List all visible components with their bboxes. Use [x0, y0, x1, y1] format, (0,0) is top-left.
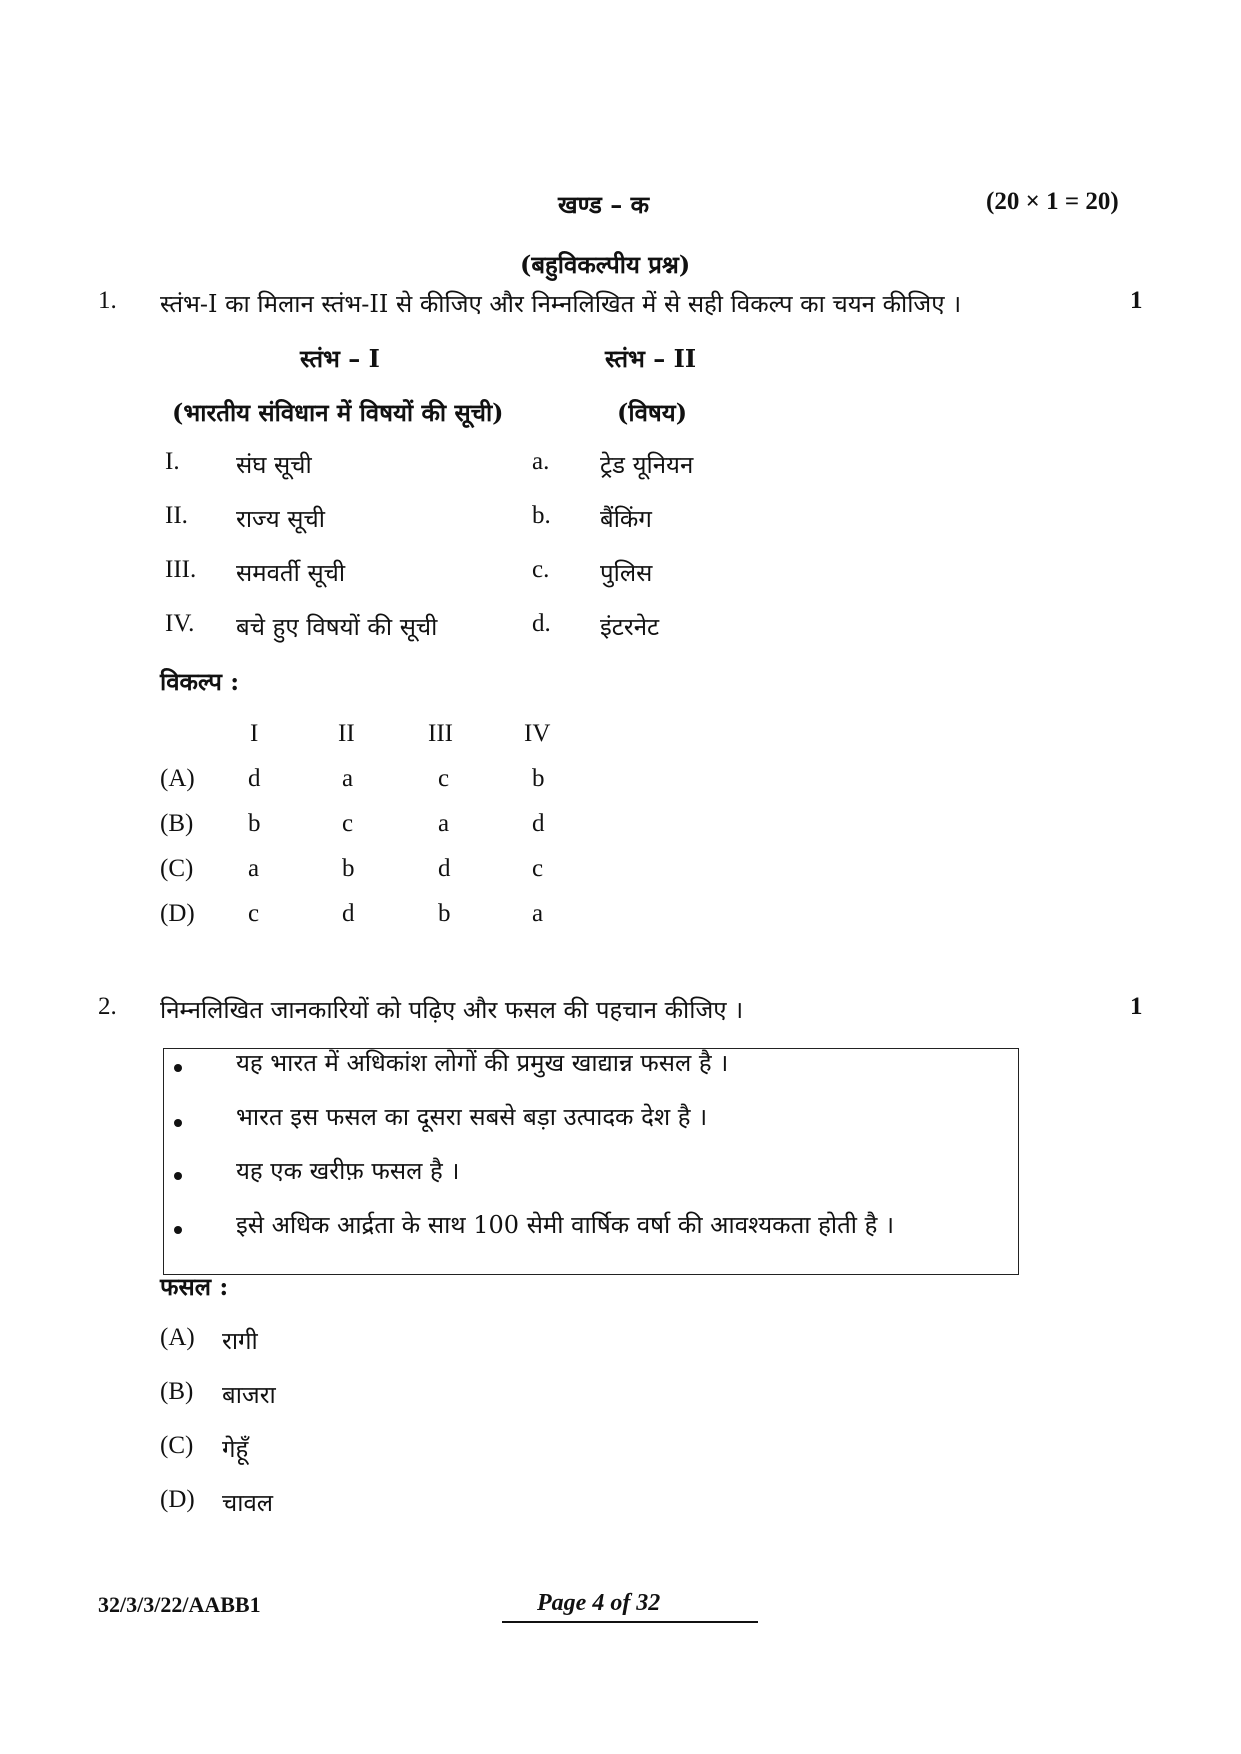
question-1-marks: 1	[1130, 287, 1143, 314]
options-header-cell: II	[338, 720, 355, 747]
row-numeral: I.	[165, 448, 180, 475]
row-numeral: II.	[165, 502, 188, 529]
option-value: b	[248, 810, 261, 837]
bullet-text: इसे अधिक आर्द्रता के साथ 100 सेमी वार्षिक वर्षा की आवश्यकता होती है ।	[236, 1211, 895, 1239]
option-value: d	[342, 900, 355, 927]
row-right-item: इंटरनेट	[600, 613, 660, 641]
bullet-icon	[174, 1226, 182, 1234]
option-text: गेहूँ	[222, 1435, 249, 1463]
row-numeral: IV.	[165, 610, 195, 637]
bullet-icon	[174, 1172, 182, 1180]
bullet-text: भारत इस फसल का दूसरा सबसे बड़ा उत्पादक देश है ।	[236, 1103, 708, 1131]
option-text: रागी	[222, 1327, 258, 1355]
option-label: (D)	[160, 900, 195, 927]
page-number-underline	[502, 1621, 758, 1623]
option-value: c	[248, 900, 260, 927]
column-1-subheading: (भारतीय संविधान में विषयों की सूची)	[172, 398, 504, 427]
question-2-number: 2.	[98, 993, 117, 1020]
question-2-text: निम्नलिखित जानकारियों को पढ़िए और फसल की पहचान कीजिए ।	[160, 996, 744, 1024]
option-value: d	[532, 810, 545, 837]
bullet-text: यह भारत में अधिकांश लोगों की प्रमुख खाद्यान्न फसल है ।	[236, 1049, 729, 1077]
option-value: c	[438, 765, 450, 792]
option-value: a	[438, 810, 450, 837]
bullet-icon	[174, 1064, 182, 1072]
option-label: (C)	[160, 1432, 194, 1459]
bullet-text: यह एक खरीफ़ फसल है ।	[236, 1157, 460, 1185]
question-1-text: स्तंभ-I का मिलान स्तंभ-II से कीजिए और निम्नलिखित में से सही विकल्प का चयन कीजिए ।	[160, 290, 962, 318]
row-left-item: राज्य सूची	[236, 505, 325, 533]
row-left-item: समवर्ती सूची	[236, 559, 346, 587]
paper-code: 32/3/3/22/AABB1	[98, 1592, 261, 1617]
section-title: खण्ड – क	[558, 190, 650, 219]
option-value: a	[342, 765, 354, 792]
section-subtitle: (बहुविकल्पीय प्रश्न)	[520, 250, 691, 279]
option-value: b	[342, 855, 355, 882]
option-label: (B)	[160, 810, 194, 837]
row-numeral: III.	[165, 556, 197, 583]
option-label: (C)	[160, 855, 194, 882]
row-left-item: संघ सूची	[236, 451, 312, 479]
question-1-number: 1.	[98, 287, 117, 314]
row-right-item: बैंकिंग	[600, 505, 652, 533]
option-text: बाजरा	[222, 1381, 276, 1409]
bullet-icon	[174, 1119, 182, 1127]
row-letter: b.	[532, 502, 551, 529]
row-letter: d.	[532, 610, 551, 637]
column-2-heading: स्तंभ – II	[605, 344, 697, 373]
marks-formula: (20 × 1 = 20)	[986, 188, 1119, 215]
option-text: चावल	[222, 1489, 274, 1517]
row-letter: a.	[532, 448, 550, 475]
column-2-subheading: (विषय)	[617, 398, 688, 427]
option-label: (D)	[160, 1486, 195, 1513]
question-2-marks: 1	[1130, 993, 1143, 1020]
options-label: विकल्प :	[160, 667, 240, 696]
option-value: b	[438, 900, 451, 927]
option-value: a	[532, 900, 544, 927]
crop-label: फसल :	[160, 1272, 229, 1301]
options-header-cell: III	[428, 720, 453, 747]
option-value: a	[248, 855, 260, 882]
row-right-item: पुलिस	[600, 559, 653, 587]
option-value: d	[248, 765, 261, 792]
row-letter: c.	[532, 556, 550, 583]
page-number: Page 4 of 32	[537, 1590, 661, 1616]
option-label: (B)	[160, 1378, 194, 1405]
option-label: (A)	[160, 765, 195, 792]
option-label: (A)	[160, 1324, 195, 1351]
options-header-cell: I	[250, 720, 259, 747]
option-value: d	[438, 855, 451, 882]
option-value: c	[342, 810, 354, 837]
options-header-cell: IV	[524, 720, 551, 747]
option-value: c	[532, 855, 544, 882]
column-1-heading: स्तंभ – I	[300, 344, 380, 373]
row-right-item: ट्रेड यूनियन	[600, 451, 694, 479]
row-left-item: बचे हुए विषयों की सूची	[236, 613, 438, 641]
option-value: b	[532, 765, 545, 792]
